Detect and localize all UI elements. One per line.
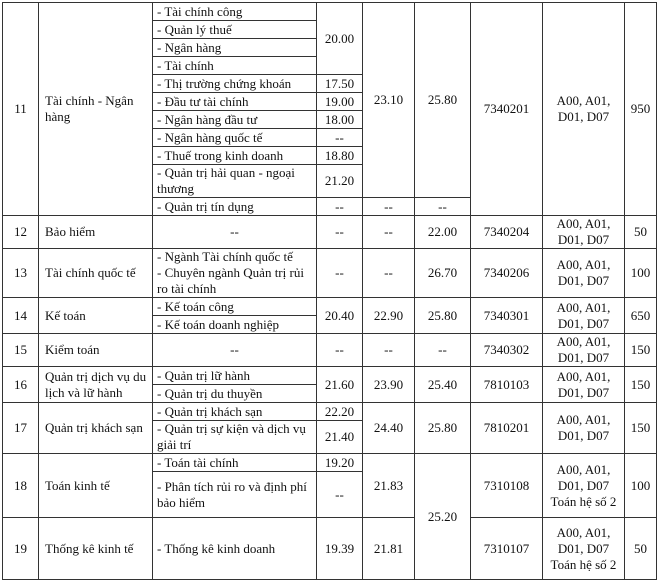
score-2018: -- xyxy=(363,198,415,216)
subject-combinations: A00, A01, D01, D07 xyxy=(543,367,625,403)
program-name: Quản trị khách sạn xyxy=(39,403,153,454)
score-2019: 25.80 xyxy=(415,403,471,454)
program-name: Toán kinh tế xyxy=(39,454,153,518)
weight-note: Toán hệ số 2 xyxy=(550,493,617,509)
program-name: Kế toán xyxy=(39,298,153,334)
specialization: - Quản trị tín dụng xyxy=(153,198,317,216)
row-number: 18 xyxy=(3,454,39,518)
subject-combinations xyxy=(543,454,625,518)
combos-text: A00, A01, D01, D07 xyxy=(556,461,611,493)
row-number: 15 xyxy=(3,334,39,367)
score-2017: -- xyxy=(317,198,363,216)
score-2018: 21.81 xyxy=(363,518,415,580)
quota: 50 xyxy=(625,518,657,580)
score-2017: -- xyxy=(317,216,363,249)
score-2017: 19.39 xyxy=(317,518,363,580)
score-2017: 19.00 xyxy=(317,93,363,111)
table-row xyxy=(3,454,657,472)
specialization: - Thuế trong kinh doanh xyxy=(153,147,317,165)
score-2017: 20.00 xyxy=(317,3,363,75)
specialization: - Kế toán công xyxy=(153,298,317,316)
quota: 950 xyxy=(625,3,657,216)
quota: 150 xyxy=(625,403,657,454)
score-2019: -- xyxy=(415,198,471,216)
subject-combinations: A00, A01, D01, D07 xyxy=(543,3,625,216)
specialization-line: - Ngành Tài chính quốc tế xyxy=(157,249,293,264)
program-name: Quản trị dịch vụ du lịch và lữ hành xyxy=(39,367,153,403)
specialization: - Quản trị sự kiện và dịch vụ giải trí xyxy=(153,421,317,454)
quota: 50 xyxy=(625,216,657,249)
subject-combinations: A00, A01, D01, D07 xyxy=(543,298,625,334)
subject-combinations: A00, A01, D01, D07 xyxy=(543,334,625,367)
major-code: 7340201 xyxy=(471,3,543,216)
quota: 150 xyxy=(625,367,657,403)
table-row xyxy=(3,334,657,367)
table-row xyxy=(3,216,657,249)
specialization: - Thống kê kinh doanh xyxy=(153,518,317,580)
specialization: - Quản trị lữ hành xyxy=(153,367,317,385)
specialization: -- xyxy=(153,334,317,367)
program-name: Tài chính - Ngân hàng xyxy=(39,3,153,216)
specialization: -- xyxy=(153,216,317,249)
row-number: 11 xyxy=(3,3,39,216)
specialization: - Toán tài chính xyxy=(153,454,317,472)
row-number: 12 xyxy=(3,216,39,249)
specialization: - Quản trị khách sạn xyxy=(153,403,317,421)
quota: 100 xyxy=(625,454,657,518)
score-2019: 25.40 xyxy=(415,367,471,403)
admission-scores-table xyxy=(2,2,657,580)
program-name: Tài chính quốc tế xyxy=(39,249,153,298)
score-2017: 18.00 xyxy=(317,111,363,129)
score-2019: 25.20 xyxy=(415,454,471,580)
subject-combinations: A00, A01, D01, D07 xyxy=(543,403,625,454)
major-code: 7310107 xyxy=(471,518,543,580)
specialization: - Đầu tư tài chính xyxy=(153,93,317,111)
score-2019: 26.70 xyxy=(415,249,471,298)
specialization: - Thị trường chứng khoán xyxy=(153,75,317,93)
subject-combinations: A00, A01, D01, D07 xyxy=(543,216,625,249)
specialization: - Phân tích rủi ro và định phí bảo hiểm xyxy=(153,472,317,518)
subject-combinations: A00, A01, D01, D07 xyxy=(543,249,625,298)
score-2019: 22.00 xyxy=(415,216,471,249)
score-2019: -- xyxy=(415,334,471,367)
major-code: 7810201 xyxy=(471,403,543,454)
specialization: - Quản trị du thuyền xyxy=(153,385,317,403)
quota: 100 xyxy=(625,249,657,298)
score-2017: 21.40 xyxy=(317,421,363,454)
score-2017: -- xyxy=(317,129,363,147)
specialization: - Tài chính xyxy=(153,57,317,75)
specialization: - Ngân hàng đầu tư xyxy=(153,111,317,129)
row-number: 14 xyxy=(3,298,39,334)
major-code: 7340302 xyxy=(471,334,543,367)
score-2018: 23.10 xyxy=(363,3,415,198)
table-row xyxy=(3,403,657,421)
quota: 650 xyxy=(625,298,657,334)
specialization: - Tài chính công xyxy=(153,3,317,21)
quota: 150 xyxy=(625,334,657,367)
score-2018: 22.90 xyxy=(363,298,415,334)
specialization: - Quản lý thuế xyxy=(153,21,317,39)
score-2017: 22.20 xyxy=(317,403,363,421)
major-code: 7340206 xyxy=(471,249,543,298)
row-number: 17 xyxy=(3,403,39,454)
score-2018: -- xyxy=(363,216,415,249)
row-number: 19 xyxy=(3,518,39,580)
specialization: - Ngân hàng xyxy=(153,39,317,57)
combos-text: A00, A01, D01, D07 xyxy=(556,524,611,556)
program-name: Thống kê kinh tế xyxy=(39,518,153,580)
table-row xyxy=(3,249,657,298)
specialization-line: - Chuyên ngành Quản trị rủi ro tài chính xyxy=(157,265,304,296)
score-2017: -- xyxy=(317,249,363,298)
specialization: - Quản trị hải quan - ngoại thương xyxy=(153,165,317,198)
program-name: Kiểm toán xyxy=(39,334,153,367)
specialization: - Ngân hàng quốc tế xyxy=(153,129,317,147)
specialization: - Kế toán doanh nghiệp xyxy=(153,316,317,334)
table-row xyxy=(3,3,657,21)
row-number: 16 xyxy=(3,367,39,403)
score-2017: 17.50 xyxy=(317,75,363,93)
score-2017: 19.20 xyxy=(317,454,363,472)
specialization xyxy=(153,249,317,298)
major-code: 7340204 xyxy=(471,216,543,249)
table-row xyxy=(3,518,657,580)
major-code: 7810103 xyxy=(471,367,543,403)
score-2019: 25.80 xyxy=(415,3,471,198)
score-2018: 24.40 xyxy=(363,403,415,454)
row-number: 13 xyxy=(3,249,39,298)
score-2017: 21.60 xyxy=(317,367,363,403)
program-name: Bảo hiểm xyxy=(39,216,153,249)
admission-table-wrapper xyxy=(2,2,657,580)
score-2017: 20.40 xyxy=(317,298,363,334)
table-row xyxy=(3,298,657,316)
score-2018: -- xyxy=(363,249,415,298)
score-2018: 23.90 xyxy=(363,367,415,403)
major-code: 7340301 xyxy=(471,298,543,334)
score-2017: -- xyxy=(317,472,363,518)
score-2019: 25.80 xyxy=(415,298,471,334)
score-2018: 21.83 xyxy=(363,454,415,518)
score-2017: 18.80 xyxy=(317,147,363,165)
score-2018: -- xyxy=(363,334,415,367)
score-2017: -- xyxy=(317,334,363,367)
major-code: 7310108 xyxy=(471,454,543,518)
score-2017: 21.20 xyxy=(317,165,363,198)
subject-combinations xyxy=(543,518,625,580)
table-row xyxy=(3,367,657,385)
weight-note: Toán hệ số 2 xyxy=(550,556,617,572)
